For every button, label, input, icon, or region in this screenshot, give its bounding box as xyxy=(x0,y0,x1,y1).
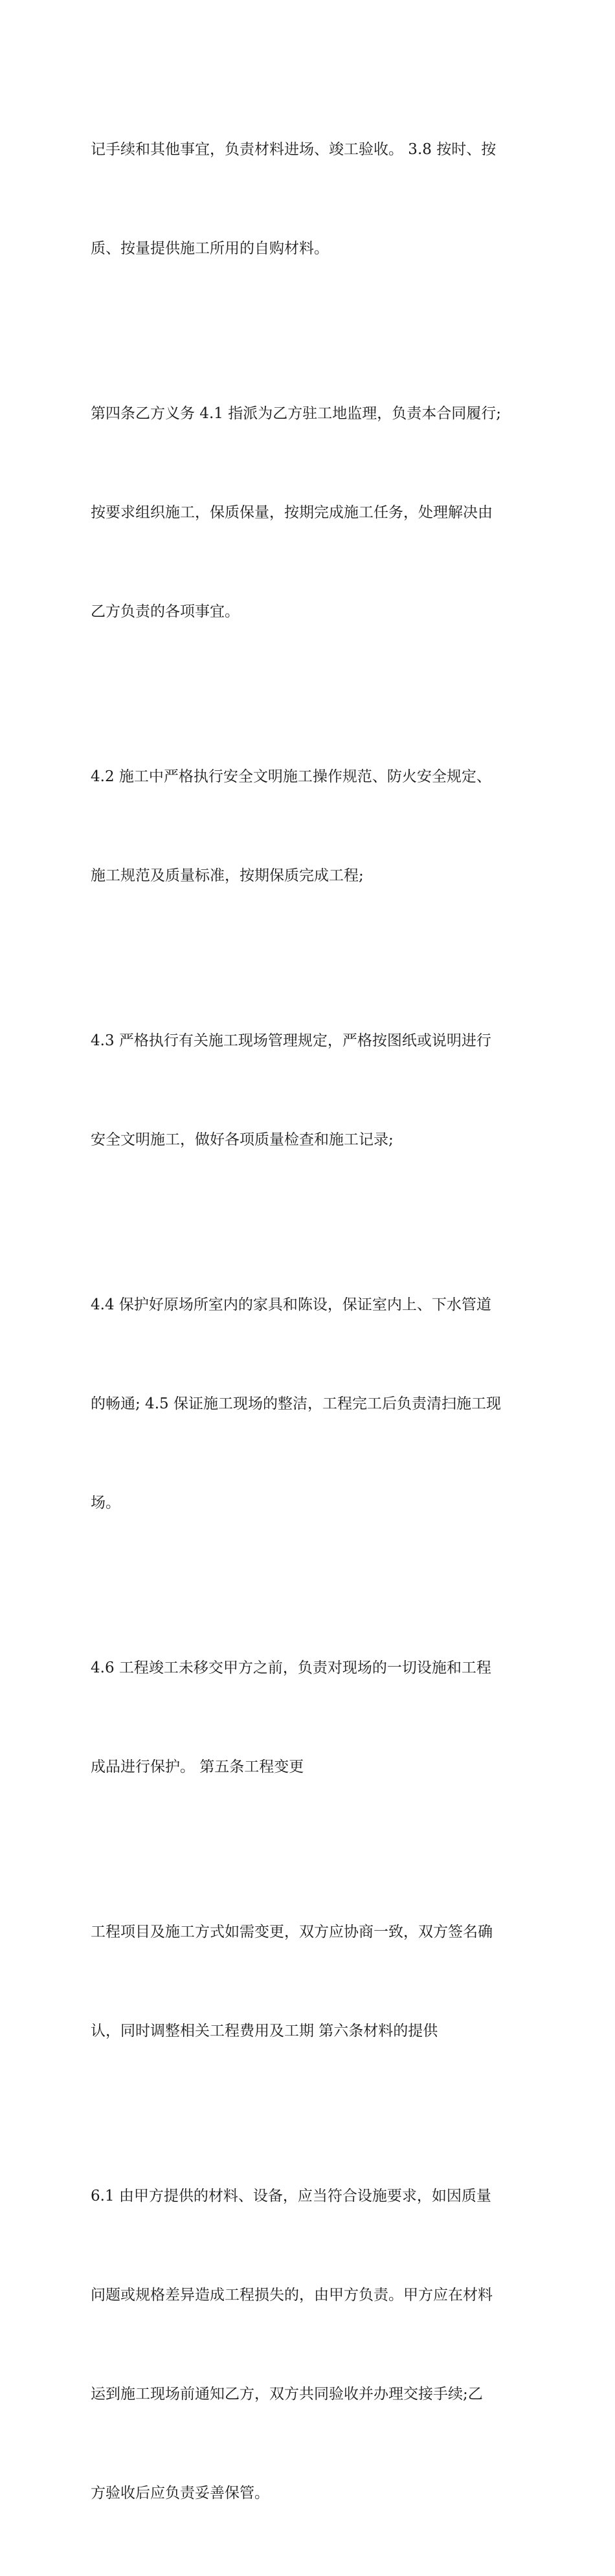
paragraph-article-5 xyxy=(91,1850,531,2114)
text-line: 认，同时调整相关工程费用及工期 第六条材料的提供 xyxy=(91,2023,438,2039)
text-line: 4.6 工程竣工未移交甲方之前，负责对现场的一切设施和工程 xyxy=(91,1660,491,1676)
text-line: 问题或规格差异造成工程损失的，由甲方负责。甲方应在材料 xyxy=(91,2287,493,2304)
document-body xyxy=(91,67,531,2576)
text-line: 运到施工现场前通知乙方，双方共同验收并办理交接手续;乙 xyxy=(91,2386,483,2403)
text-line: 乙方负责的各项事宜。 xyxy=(91,603,240,620)
text-line: 工程项目及施工方式如需变更，双方应协商一致，双方签名确 xyxy=(91,1924,493,1940)
text-line: 6.1 由甲方提供的材料、设备，应当符合设施要求，如因质量 xyxy=(91,2188,491,2204)
text-line: 4.4 保护好原场所室内的家具和陈设，保证室内上、下水管道 xyxy=(91,1296,491,1313)
paragraph-article-6-1 xyxy=(91,2114,531,2576)
paragraph-article-4-4 xyxy=(91,1223,531,1586)
text-line: 记手续和其他事宜，负责材料进场、竣工验收。 3.8 按时、按 xyxy=(91,141,497,158)
text-line: 方验收后应负责妥善保管。 xyxy=(91,2485,269,2502)
text-line: 按要求组织施工，保质保量，按期完成施工任务，处理解决由 xyxy=(91,504,493,521)
text-line: 成品进行保护。 第五条工程变更 xyxy=(91,1759,304,1775)
text-line: 场。 xyxy=(91,1494,120,1511)
text-line: 安全文明施工，做好各项质量检查和施工记录; xyxy=(91,1131,394,1148)
text-line: 的畅通; 4.5 保证施工现场的整洁，工程完工后负责清扫施工现 xyxy=(91,1395,501,1412)
paragraph-article-4-3 xyxy=(91,959,531,1223)
paragraph-article-4-6 xyxy=(91,1586,531,1850)
text-line: 4.3 严格执行有关施工现场管理规定，严格按图纸或说明进行 xyxy=(91,1032,491,1049)
paragraph-article-4-1 xyxy=(91,331,531,694)
text-line: 第四条乙方义务 4.1 指派为乙方驻工地监理，负责本合同履行; xyxy=(91,405,501,422)
text-line: 4.2 施工中严格执行安全文明施工操作规范、防火安全规定、 xyxy=(91,768,491,785)
text-line: 施工规范及质量标准，按期保质完成工程; xyxy=(91,867,364,884)
paragraph-materials-acceptance xyxy=(91,67,531,331)
paragraph-article-4-2 xyxy=(91,694,531,959)
text-line: 质、按量提供施工所用的自购材料。 xyxy=(91,240,329,257)
